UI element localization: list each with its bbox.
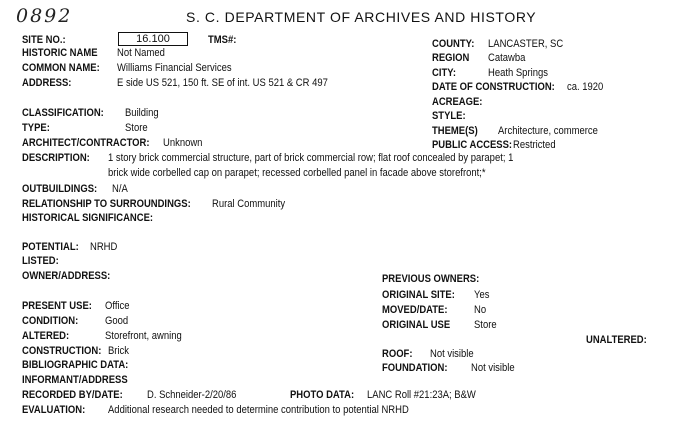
relationship-value: Rural Community	[212, 198, 286, 210]
altered-label: ALTERED:	[22, 330, 70, 342]
site-no-box	[118, 32, 188, 46]
altered-value: Storefront, awning	[105, 330, 182, 342]
county-value: LANCASTER, SC	[488, 38, 564, 50]
outbuildings-value: N/A	[112, 183, 128, 195]
owner-address-label: OWNER/ADDRESS:	[22, 270, 111, 282]
evaluation-value: Additional research needed to determine contribution to potential NRHD	[108, 404, 409, 416]
site-no-label: SITE NO.:	[22, 34, 66, 46]
moved-date-label: MOVED/DATE:	[382, 304, 448, 316]
evaluation-label: EVALUATION:	[22, 404, 86, 416]
public-access-label: PUBLIC ACCESS:	[432, 139, 513, 151]
construction-label: CONSTRUCTION:	[22, 345, 102, 357]
photo-data-value: LANC Roll #21:23A; B&W	[367, 389, 476, 401]
acreage-label: ACREAGE:	[432, 96, 483, 108]
historic-name-value: Not Named	[117, 47, 165, 59]
themes-label: THEME(S)	[432, 125, 478, 137]
outbuildings-label: OUTBUILDINGS:	[22, 183, 98, 195]
condition-value: Good	[105, 315, 129, 327]
classification-value: Building	[125, 107, 159, 119]
common-name-value: Williams Financial Services	[117, 62, 232, 74]
present-use-label: PRESENT USE:	[22, 300, 92, 312]
recorded-by-value: D. Schneider-2/20/86	[147, 389, 237, 401]
public-access-value: Restricted	[513, 139, 556, 151]
relationship-label: RELATIONSHIP TO SURROUNDINGS:	[22, 198, 191, 210]
style-label: STYLE:	[432, 110, 466, 122]
present-use-value: Office	[105, 300, 130, 312]
unaltered-label: UNALTERED:	[586, 334, 647, 346]
foundation-value: Not visible	[471, 362, 515, 374]
description-label: DESCRIPTION:	[22, 152, 90, 164]
previous-owners-label: PREVIOUS OWNERS:	[382, 273, 480, 285]
potential-label: POTENTIAL:	[22, 241, 79, 253]
tms-label: TMS#:	[208, 34, 237, 46]
moved-date-value: No	[474, 304, 487, 316]
original-use-label: ORIGINAL USE	[382, 319, 451, 331]
photo-data-label: PHOTO DATA:	[290, 389, 355, 401]
region-value: Catawba	[488, 52, 526, 64]
construction-date-value: ca. 1920	[567, 81, 604, 93]
county-label: COUNTY:	[432, 38, 475, 50]
construction-date-label: DATE OF CONSTRUCTION:	[432, 81, 555, 93]
historical-significance-label: HISTORICAL SIGNIFICANCE:	[22, 212, 154, 224]
site-no-value: 16.100	[136, 33, 170, 45]
foundation-label: FOUNDATION:	[382, 362, 448, 374]
city-label: CITY:	[432, 67, 456, 79]
original-site-label: ORIGINAL SITE:	[382, 289, 455, 301]
address-value: E side US 521, 150 ft. SE of int. US 521 & CR 497	[117, 77, 328, 89]
type-label: TYPE:	[22, 122, 50, 134]
handwritten-record-number: 0892	[16, 5, 73, 27]
recorded-by-label: RECORDED BY/DATE:	[22, 389, 123, 401]
architect-value: Unknown	[163, 137, 203, 149]
address-label: ADDRESS:	[22, 77, 72, 89]
bibliographic-data-label: BIBLIOGRAPHIC DATA:	[22, 359, 129, 371]
city-value: Heath Springs	[488, 67, 548, 79]
original-site-value: Yes	[474, 289, 490, 301]
classification-label: CLASSIFICATION:	[22, 107, 104, 119]
description-line-2: brick wide corbelled cap on parapet; recessed corbelled panel in facade above storefront;*	[108, 167, 486, 179]
construction-value: Brick	[108, 345, 130, 357]
roof-value: Not visible	[430, 348, 474, 360]
original-use-value: Store	[474, 319, 497, 331]
historic-name-label: HISTORIC NAME	[22, 47, 98, 59]
potential-value: NRHD	[90, 241, 118, 253]
description-line-1: 1 story brick commercial structure, part of brick commercial row; flat roof concealed by parapet; 1	[108, 152, 514, 164]
common-name-label: COMMON NAME:	[22, 62, 100, 74]
page-title: S. C. DEPARTMENT OF ARCHIVES AND HISTORY	[186, 9, 537, 25]
region-label: REGION	[432, 52, 470, 64]
listed-label: LISTED:	[22, 255, 59, 267]
themes-value: Architecture, commerce	[498, 125, 598, 137]
roof-label: ROOF:	[382, 348, 413, 360]
condition-label: CONDITION:	[22, 315, 79, 327]
architect-label: ARCHITECT/CONTRACTOR:	[22, 137, 150, 149]
informant-address-label: INFORMANT/ADDRESS	[22, 374, 128, 386]
type-value: Store	[125, 122, 148, 134]
